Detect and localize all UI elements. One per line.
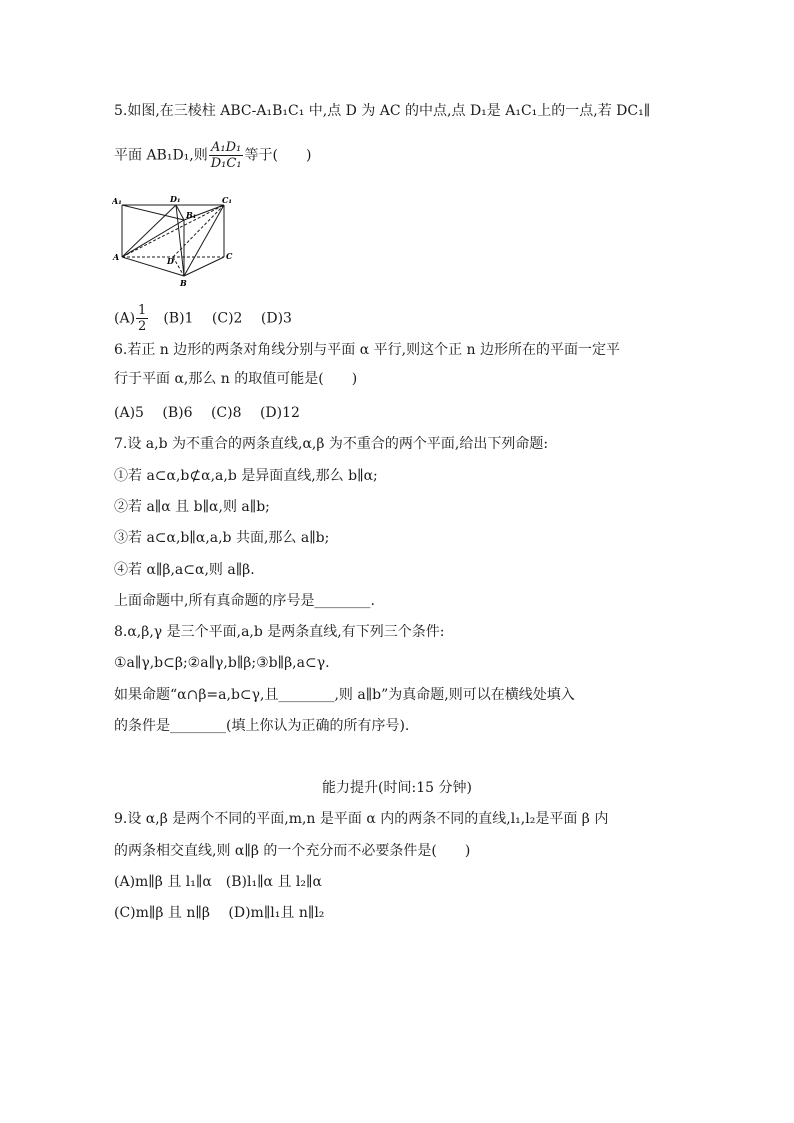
q7-proposition-1: ①若 a⊂α,b⊄α,a,b 是异面直线,那么 b∥α; <box>114 468 378 484</box>
q6-line2: 行于平面 α,那么 n 的取值可能是( ) <box>114 371 358 387</box>
label-a1: A₁ <box>112 196 122 206</box>
fraction-numerator: A₁D₁ <box>211 140 242 155</box>
label-b1: B₁ <box>186 210 197 220</box>
prism-figure <box>112 192 240 290</box>
q9-options-cd: (C)m∥β 且 n∥β (D)m∥l₁且 n∥l₂ <box>114 905 325 921</box>
q7-proposition-3: ③若 a⊂α,b∥α,a,b 共面,那么 a∥b; <box>114 530 330 546</box>
section-heading: 能力提升(时间:15 分钟) <box>322 780 472 796</box>
label-b: B <box>180 278 187 288</box>
q8-conditions: ①a∥γ,b⊂β;②a∥γ,b∥β;③b∥β,a⊂γ. <box>114 655 330 671</box>
fraction-denominator: D₁C₁ <box>210 156 242 171</box>
q9-line1: 9.设 α,β 是两个不同的平面,m,n 是平面 α 内的两条不同的直线,l₁,l₂是平面 β 内 <box>114 811 609 827</box>
option-a-denominator: 2 <box>138 319 147 334</box>
label-d: D <box>167 256 174 266</box>
q7-proposition-2: ②若 a∥α 且 b∥α,则 a∥b; <box>114 499 270 515</box>
q6-line1: 6.若正 n 边形的两条对角线分别与平面 α 平行,则这个正 n 边形所在的平面一定平 <box>114 342 620 358</box>
ratio-fraction <box>209 140 244 171</box>
q8-line1: 8.α,β,γ 是三个平面,a,b 是两条直线,有下列三个条件: <box>114 624 445 640</box>
label-d1: D₁ <box>170 194 181 204</box>
q7-question: 上面命题中,所有真命题的序号是________. <box>114 593 375 609</box>
q5-line2 <box>114 140 311 171</box>
label-c: C <box>226 251 233 261</box>
q5-options <box>114 303 292 334</box>
q7-proposition-4: ④若 α∥β,a⊂α,则 a∥β. <box>114 562 255 578</box>
q5-line1: 5.如图,在三棱柱 ABC-A₁B₁C₁ 中,点 D 为 AC 的中点,点 D₁是 A₁C₁上的一点,若 DC₁∥ <box>114 103 651 119</box>
option-a-prefix: (A) <box>114 310 136 327</box>
q9-line2: 的两条相交直线,则 α∥β 的一个充分而不必要条件是( ) <box>114 843 471 859</box>
options-rest: (B)1 (C)2 (D)3 <box>149 310 292 327</box>
q6-options: (A)5 (B)6 (C)8 (D)12 <box>114 405 300 421</box>
q7-line1: 7.设 a,b 为不重合的两条直线,α,β 为不重合的两个平面,给出下列命题: <box>114 436 549 452</box>
option-a-fraction <box>136 303 148 334</box>
q8-line3: 如果命题“α∩β=a,b⊂γ,且________,则 a∥b”为真命题,则可以在横线处填入 <box>114 687 575 703</box>
q9-options-ab: (A)m∥β 且 l₁∥α (B)l₁∥α 且 l₂∥α <box>114 874 322 890</box>
q5-line2-prefix: 平面 AB₁D₁,则 <box>114 147 208 164</box>
label-c1: C₁ <box>222 195 232 205</box>
option-a-numerator: 1 <box>138 303 147 318</box>
q8-line4: 的条件是________(填上你认为正确的所有序号). <box>114 718 410 734</box>
q5-line2-suffix: 等于( ) <box>244 147 312 164</box>
label-a: A <box>113 252 120 262</box>
